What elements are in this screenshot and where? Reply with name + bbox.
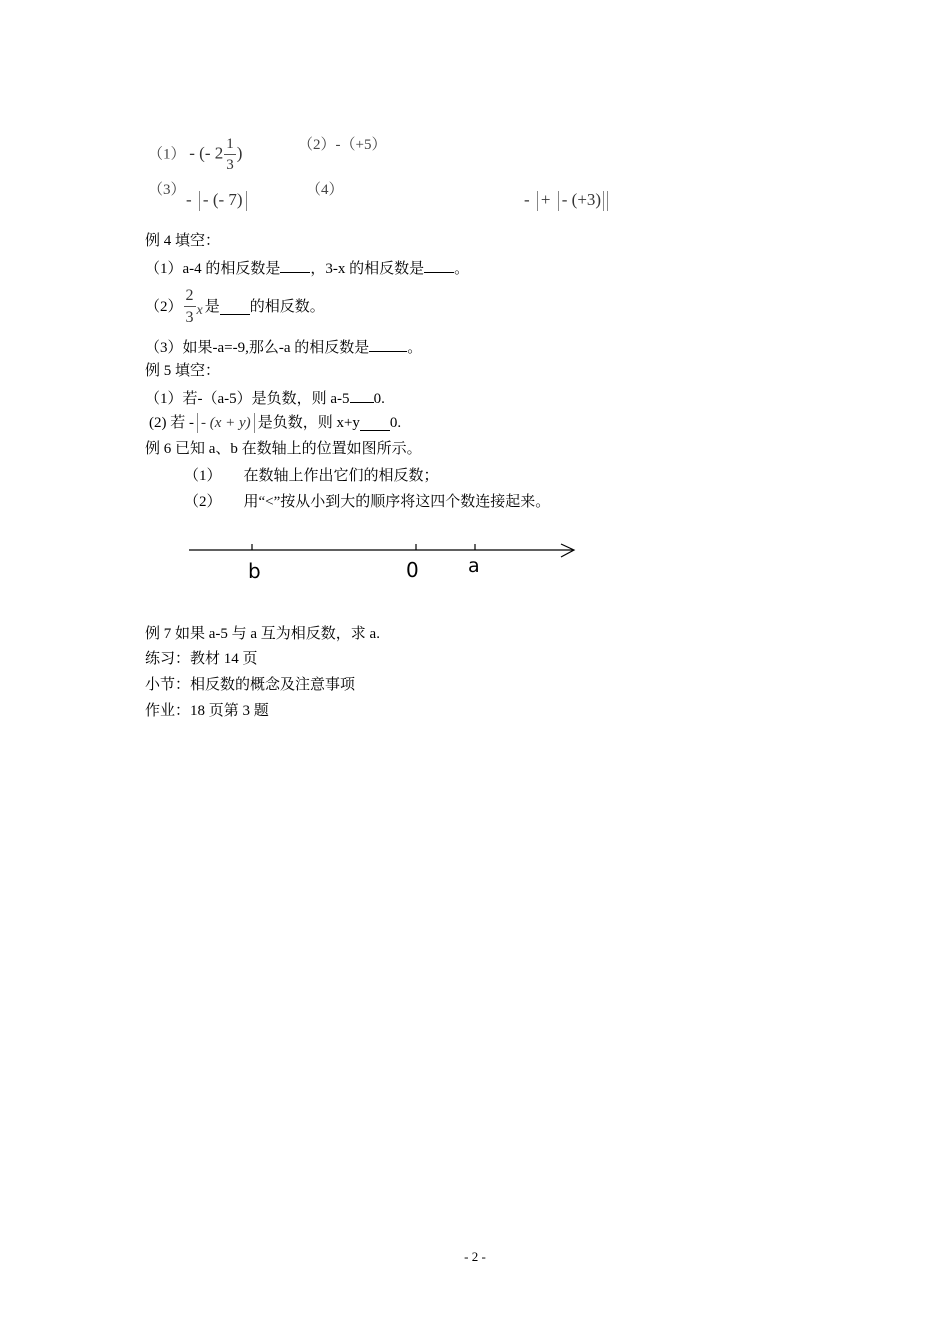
ex3-p1-expr-a: - (- 2 (189, 143, 224, 163)
ex3-problem-1 (148, 137, 242, 173)
ex4-q2-frac-den: 3 (185, 309, 194, 326)
ex3-p3-label: （3） (148, 182, 186, 198)
ex4-title: 例 4 填空： (145, 233, 221, 249)
ex6-item2-number: （2） (184, 494, 222, 510)
abs-bar-right (254, 413, 255, 433)
abs-bar-left-inner (558, 191, 559, 211)
answer-blank[interactable] (350, 387, 374, 403)
ex3-p4-label: （4） (306, 182, 344, 198)
ex3-p4-inner: - (+3) (561, 190, 602, 209)
ex4-question-1 (145, 257, 469, 279)
ex5-q2-text-a: (2) 若 - (149, 415, 194, 431)
ex3-p4-expr (524, 189, 610, 211)
answer-blank[interactable] (220, 299, 250, 315)
ex6-item-1 (184, 466, 439, 486)
number-line-diagram (185, 536, 585, 586)
ex4-q2-label: （2） (145, 299, 183, 315)
ex6-item2-text: 用“<”按从小到大的顺序将这四个数连接起来。 (243, 494, 551, 510)
abs-bar-left (197, 413, 198, 433)
label-a: a (468, 555, 480, 577)
ex3-p4-minus: - (524, 190, 530, 209)
ex5-q2-expr: - (x + y) (201, 415, 251, 431)
ex4-q2-text-b: 的相反数。 (249, 299, 325, 315)
abs-bar-left (537, 191, 538, 211)
label-zero: 0 (406, 558, 419, 582)
ex4-q1-text-b: ，3-x 的相反数是 (310, 261, 425, 277)
abs-bar-right-double (603, 191, 608, 211)
ex3-p2-label: （2） (298, 137, 336, 153)
ex5-q2-text-b: 是负数，则 x+y (257, 415, 360, 431)
answer-blank[interactable] (424, 257, 454, 273)
page-number: - 2 - (464, 1249, 486, 1264)
ex4-q2-variable: x (196, 303, 203, 318)
ex6-item-2 (184, 492, 550, 512)
ex4-q2-text-a: 是 (204, 299, 220, 315)
ex4-q2-fraction (184, 288, 196, 326)
ex6-item1-text: 在数轴上作出它们的相反数； (243, 468, 439, 484)
answer-blank[interactable] (369, 336, 407, 352)
ex5-title: 例 5 填空： (145, 363, 221, 379)
answer-blank[interactable] (360, 415, 390, 431)
ex5-question-1 (145, 387, 385, 409)
ex7-text: 例 7 如果 a-5 与 a 互为相反数，求 a. (145, 626, 380, 642)
ex6-title: 例 6 已知 a、b 在数轴上的位置如图所示。 (145, 441, 422, 457)
ex3-p3-minus: - (186, 190, 192, 209)
abs-bar-left (199, 191, 200, 211)
ex3-p2-expr: -（+5） (335, 137, 387, 153)
summary-text: 小节：相反数的概念及注意事项 (145, 677, 356, 693)
ex5-q1-text-a: （1）若-（a-5）是负数，则 a-5 (145, 391, 350, 407)
ex3-problem-2 (298, 135, 386, 155)
ex5-q2-text-c: 0. (389, 415, 402, 431)
ex3-p1-fraction (224, 137, 236, 173)
ex3-p1-frac-den: 3 (226, 157, 234, 173)
ex4-q3-text-b: 。 (407, 340, 423, 356)
ex5-question-2 (149, 412, 401, 434)
ex3-p3-expr (186, 189, 250, 211)
homework-text: 作业：18 页第 3 题 (145, 703, 269, 719)
ex3-p4-plus: + (540, 190, 551, 209)
ex3-p3-inner: - (- 7) (202, 190, 243, 209)
abs-bar-right (246, 191, 247, 211)
ex4-q3-text-a: （3）如果-a=-9,那么-a 的相反数是 (145, 340, 370, 356)
practice-text: 练习：教材 14 页 (145, 651, 258, 667)
ex4-q1-text-a: （1）a-4 的相反数是 (145, 261, 281, 277)
label-b: b (248, 559, 261, 583)
answer-blank[interactable] (280, 257, 310, 273)
ex4-question-3 (145, 336, 422, 358)
ex5-q1-text-b: 0. (373, 391, 385, 407)
ex3-p1-expr-b: ) (236, 143, 243, 163)
ex6-item1-number: （1） (184, 468, 222, 484)
ex3-p1-label: （1） (148, 146, 186, 163)
ex4-q2-frac-num: 2 (184, 288, 196, 307)
ex4-q1-text-c: 。 (454, 261, 470, 277)
ex4-question-2 (145, 285, 325, 329)
ex3-p1-frac-num: 1 (224, 137, 236, 155)
